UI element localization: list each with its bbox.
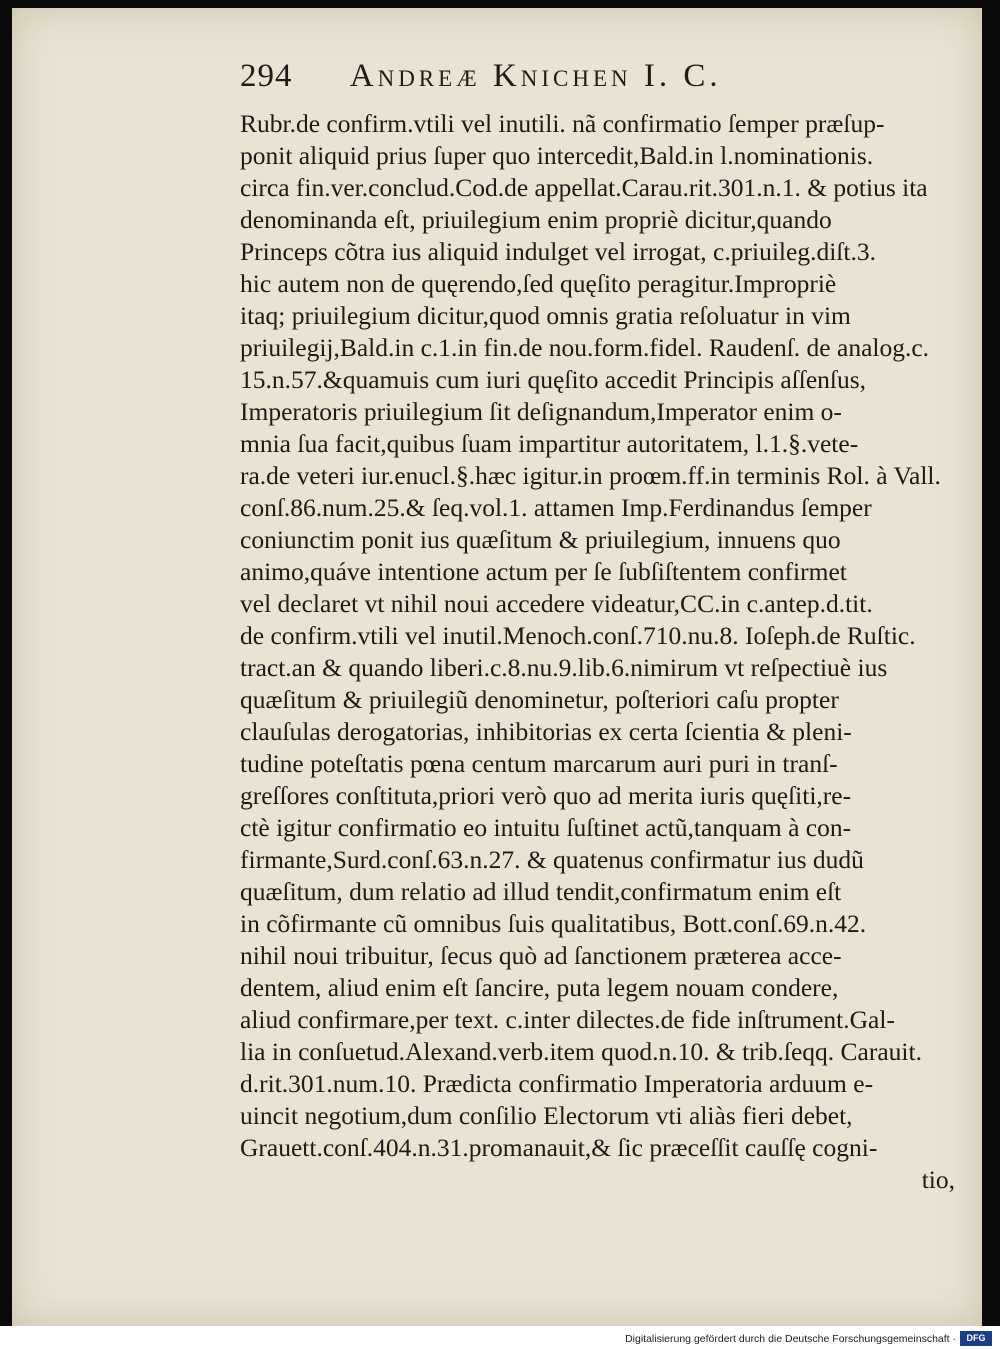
text-line: greſſores conſtituta,priori verò quo ad merita iuris quęſiti,re- <box>240 781 852 810</box>
text-line: denominanda eſt, priuilegium enim propriè dicitur,quando <box>240 205 832 234</box>
text-line: hic autem non de quęrendo,ſed quęſito peragitur.Impropriè <box>240 269 837 298</box>
text-line: Grauett.conſ.404.n.31.promanauit,& ſic præceſſit cauſſę cogni- <box>240 1133 878 1162</box>
text-line: quæſitum & priuilegiũ denominetur, poſteriori caſu propter <box>240 685 839 714</box>
text-line: vel declaret vt nihil noui accedere videatur,CC.in c.antep.d.tit. <box>240 589 873 618</box>
text-line: tract.an & quando liberi.c.8.nu.9.lib.6.nimirum vt reſpectiuè ius <box>240 653 888 682</box>
text-line: uincit negotium,dum conſilio Electorum vti aliàs fieri debet, <box>240 1101 853 1130</box>
footer-credit: Digitalisierung gefördert durch die Deutsche Forschungsgemeinschaft · <box>625 1333 956 1345</box>
text-line: d.rit.301.num.10. Prædicta confirmatio Imperatoria arduum e- <box>240 1069 874 1098</box>
text-line: coniunctim ponit ius quæſitum & priuilegium, innuens quo <box>240 525 841 554</box>
book-page <box>12 8 982 1326</box>
text-line: ra.de veteri iur.enucl.§.hæc igitur.in proœm.ff.in terminis Rol. à Vall. <box>240 461 941 490</box>
text-line: aliud confirmare,per text. c.inter dilectes.de fide inſtrument.Gal- <box>240 1005 895 1034</box>
text-line: quæſitum, dum relatio ad illud tendit,confirmatum enim eſt <box>240 877 842 906</box>
text-line: conſ.86.num.25.& ſeq.vol.1. attamen Imp.Ferdinandus ſemper <box>240 493 872 522</box>
text-line: 15.n.57.&quamuis cum iuri quęſito accedit Principis aſſenſus, <box>240 365 867 394</box>
text-line: ctè igitur confirmatio eo intuitu ſuſtinet actũ,tanquam à con- <box>240 813 852 842</box>
digitization-footer <box>0 1326 1000 1349</box>
running-head: Andreæ Knichen I. C. <box>349 58 722 94</box>
text-line: circa fin.ver.conclud.Cod.de appellat.Carau.rit.301.n.1. & potius ita <box>240 173 928 202</box>
text-line: Rubr.de confirm.vtili vel inutili. nã confirmatio ſemper præſup- <box>240 109 885 138</box>
page-header <box>240 58 722 95</box>
text-line: animo,quáve intentione actum per ſe ſubſiſtentem confirmet <box>240 557 847 586</box>
text-line: itaq; priuilegium dicitur,quod omnis gratia reſoluatur in vim <box>240 301 851 330</box>
text-line: dentem, aliud enim eſt ſancire, puta legem nouam condere, <box>240 973 839 1002</box>
dfg-logo-icon: DFG <box>960 1331 992 1346</box>
catchword: tio, <box>921 1165 955 1194</box>
text-line: lia in conſuetud.Alexand.verb.item quod.n.10. & trib.ſeqq. Carauit. <box>240 1037 922 1066</box>
body-text <box>240 108 955 1196</box>
text-line: de confirm.vtili vel inutil.Menoch.conſ.710.nu.8. Ioſeph.de Ruſtic. <box>240 621 916 650</box>
text-line: mnia ſua facit,quibus ſuam impartitur autoritatem, l.1.§.vete- <box>240 429 859 458</box>
text-line: priuilegij,Bald.in c.1.in fin.de nou.form.fidel. Raudenſ. de analog.c. <box>240 333 930 362</box>
text-line: ponit aliquid prius ſuper quo intercedit,Bald.in l.nominationis. <box>240 141 874 170</box>
text-line: tudine poteſtatis pœna centum marcarum auri puri in tranſ- <box>240 749 838 778</box>
text-line: in cõfirmante cũ omnibus ſuis qualitatibus, Bott.conſ.69.n.42. <box>240 909 867 938</box>
text-line: firmante,Surd.conſ.63.n.27. & quatenus confirmatur ius dudũ <box>240 845 864 874</box>
text-line: Imperatoris priuilegium ſit deſignandum,Imperator enim o- <box>240 397 842 426</box>
page-number: 294 <box>240 58 293 94</box>
text-line: clauſulas derogatorias, inhibitorias ex certa ſcientia & pleni- <box>240 717 852 746</box>
text-line: nihil noui tribuitur, ſecus quò ad ſanctionem præterea acce- <box>240 941 842 970</box>
text-line: Princeps cõtra ius aliquid indulget vel irrogat, c.priuileg.diſt.3. <box>240 237 876 266</box>
